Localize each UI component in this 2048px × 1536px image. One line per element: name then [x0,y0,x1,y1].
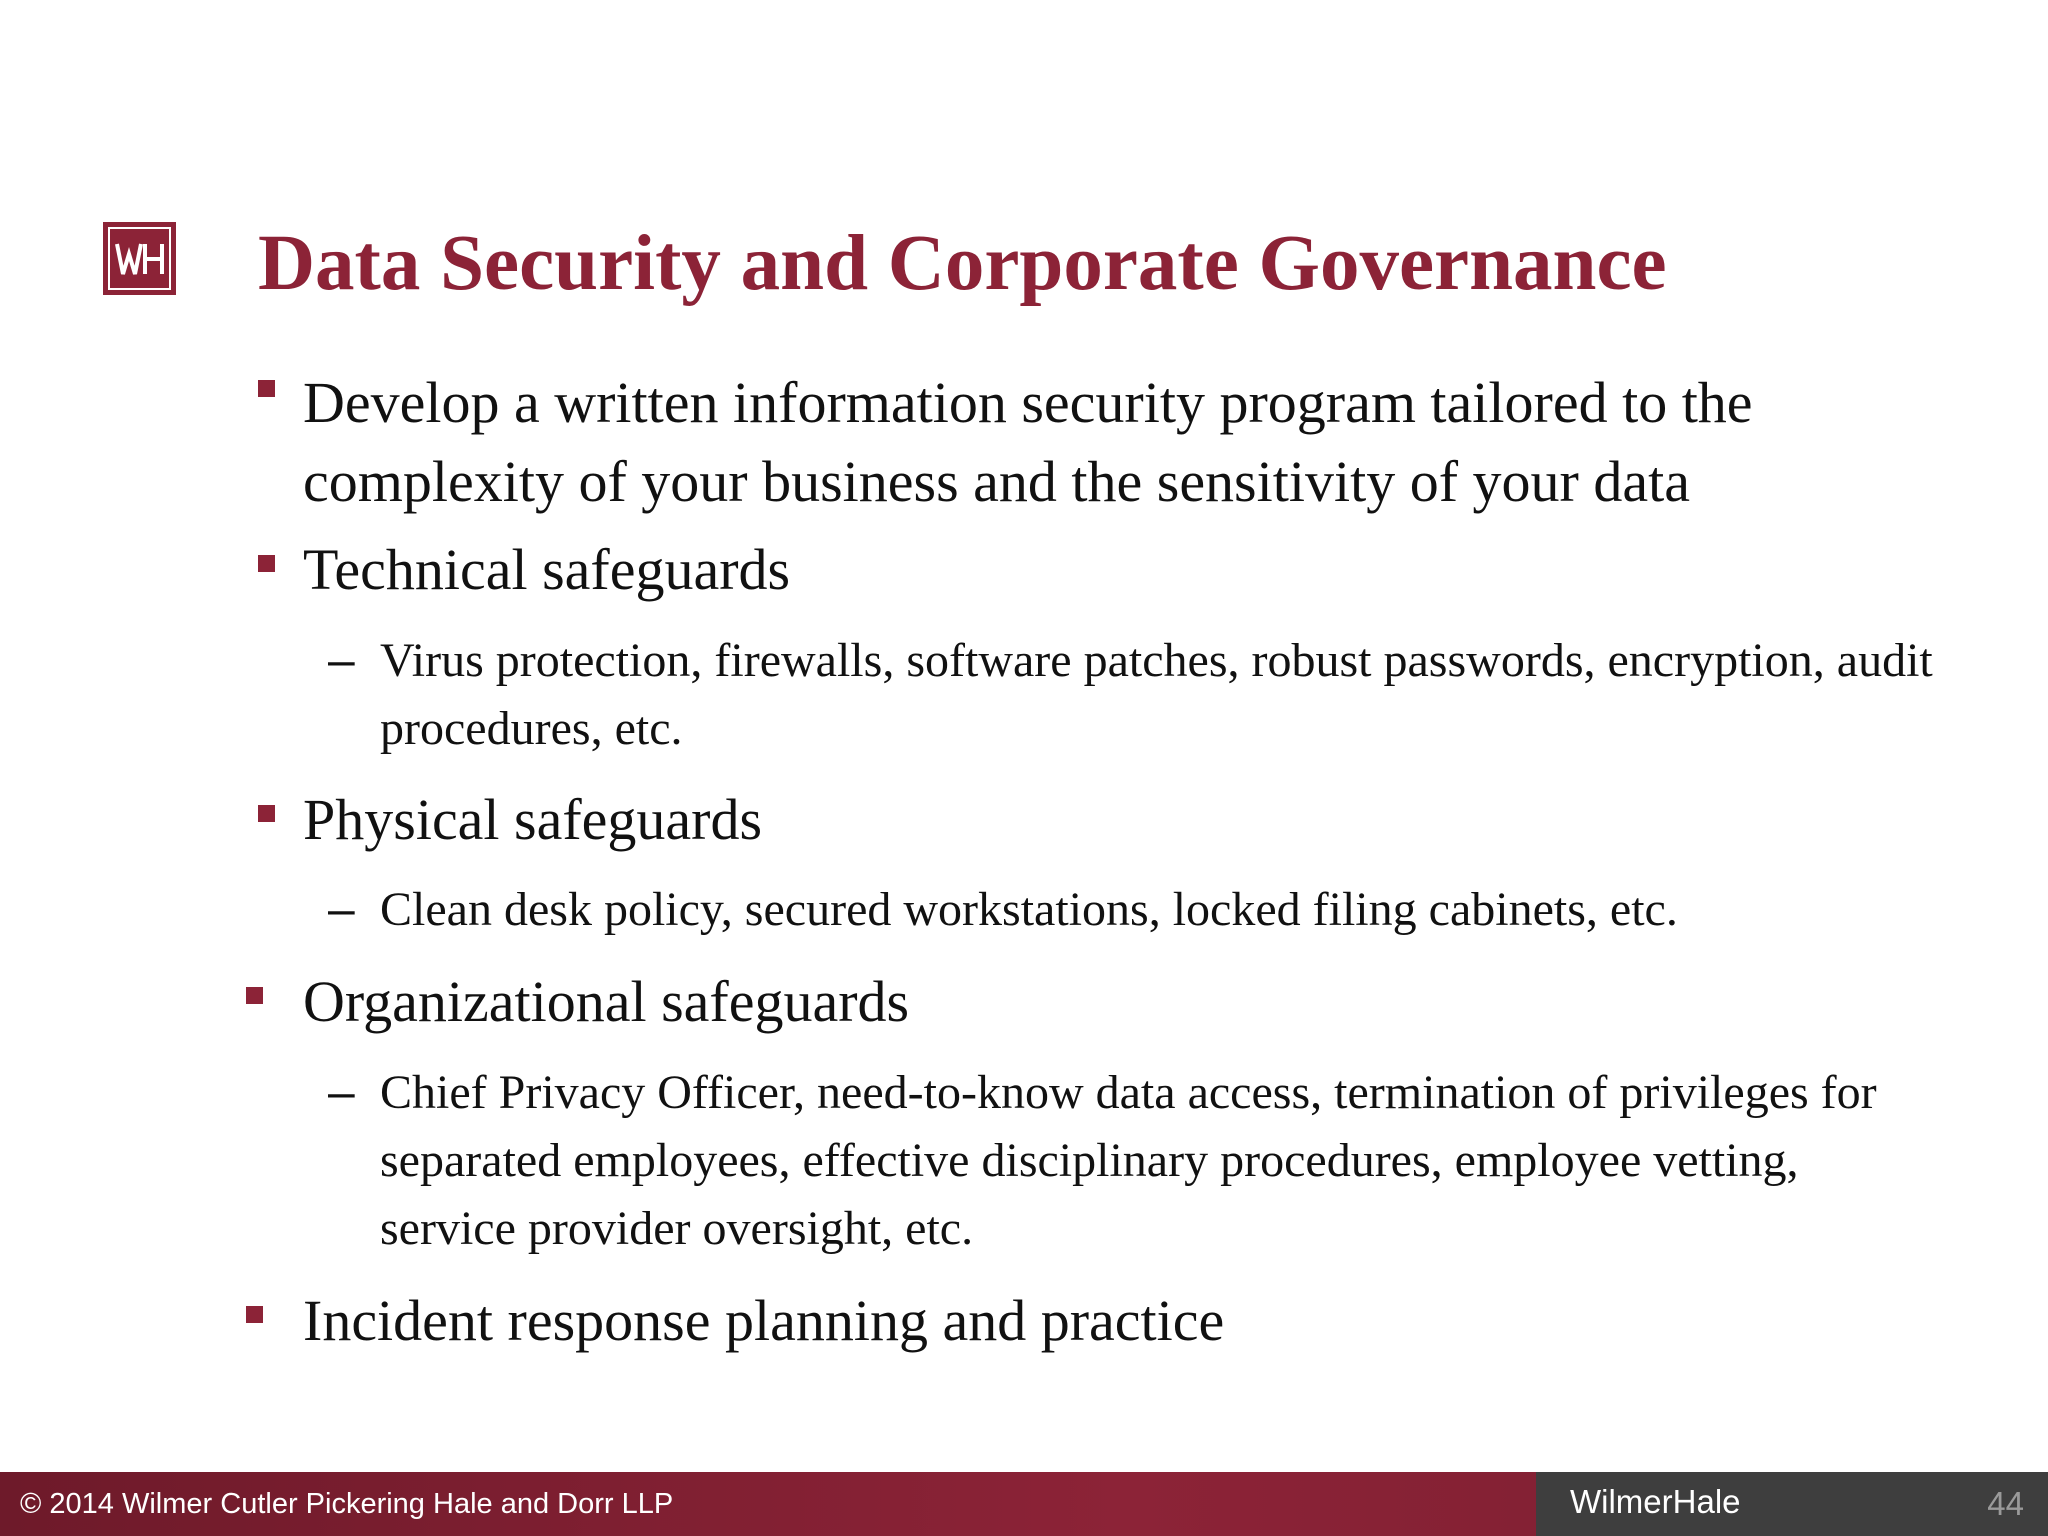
list-item-text: Incident response planning and practice [303,1288,1225,1353]
dash-bullet-icon: – [328,883,355,936]
dash-bullet-icon: – [328,1066,355,1119]
square-bullet-icon [246,1306,263,1323]
page-title: Data Security and Corporate Governance [258,220,1667,307]
brand-name: WilmerHale [1570,1483,1741,1520]
list-item-text: Organizational safeguards [303,969,910,1034]
list-item-text: Develop a written information security program tailored to the complexity of your business and the sensitivity of your data [303,370,1753,514]
sub-list-item-text: Clean desk policy, secured workstations, locked filing cabinets, etc. [380,883,1678,936]
page-number: 44 [1987,1485,2024,1522]
dash-bullet-icon: – [328,634,355,687]
square-bullet-icon [258,805,275,822]
footer-bar [0,1472,2048,1536]
list-item-text: Physical safeguards [303,787,763,852]
footer-brand-panel [1536,1472,2048,1536]
square-bullet-icon [258,380,275,397]
square-bullet-icon [246,987,263,1004]
copyright-text: © 2014 Wilmer Cutler Pickering Hale and Dorr LLP [20,1488,674,1520]
sub-list-item-text: Virus protection, firewalls, software patches, robust passwords, encryption, audit procedures, etc. [380,634,1933,755]
list-item-text: Technical safeguards [303,537,791,602]
square-bullet-icon [258,555,275,572]
sub-list-item-text: Chief Privacy Officer, need-to-know data access, termination of privileges for separated employees, effective disciplinary procedures, employee vetting, service provider oversight, etc. [380,1066,1877,1255]
